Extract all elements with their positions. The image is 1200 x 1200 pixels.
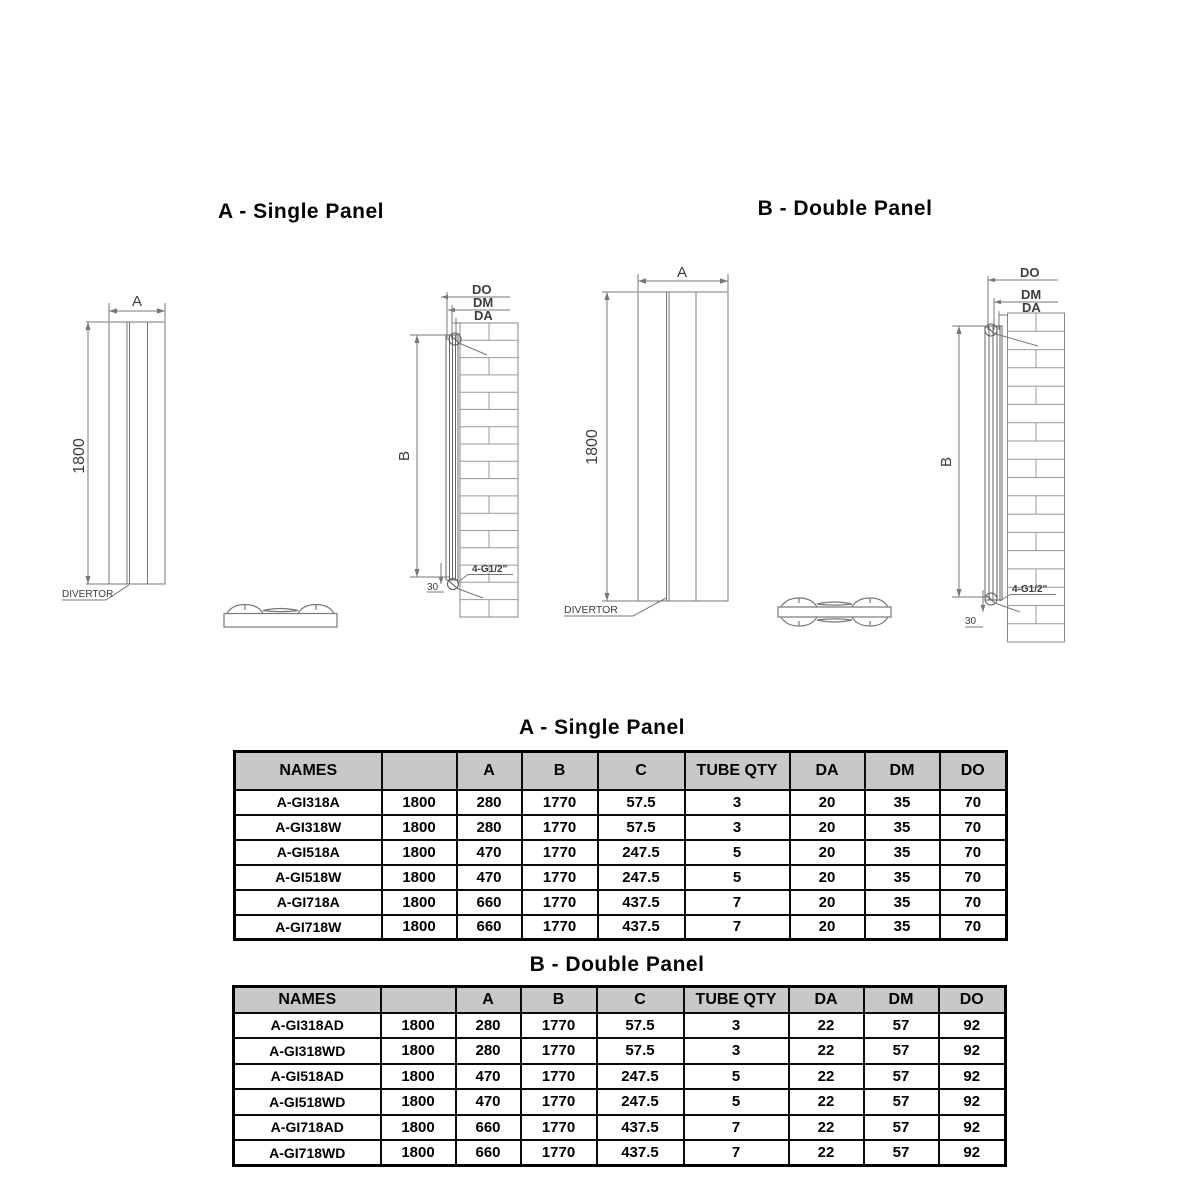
table-cell: 5	[685, 865, 790, 890]
table-cell: 1770	[521, 1140, 597, 1166]
table-cell: 1770	[521, 1038, 597, 1064]
table-cell: A-GI518A	[235, 840, 382, 865]
single-side-dm-label: DM	[473, 295, 494, 310]
table-cell: 22	[789, 1140, 864, 1166]
table-cell: 3	[685, 815, 790, 840]
table-cell: 35	[865, 840, 940, 865]
table-cell: 92	[939, 1064, 1006, 1090]
dim-arrow	[956, 589, 961, 597]
table-cell: 470	[457, 865, 522, 890]
dim-arrow	[720, 278, 728, 283]
table-row	[235, 915, 1007, 940]
table-cell: 70	[940, 865, 1007, 890]
table-cell: 35	[865, 815, 940, 840]
dim-arrow	[85, 322, 90, 330]
table-cell: 437.5	[598, 915, 685, 940]
table-cell: 1770	[521, 1013, 597, 1039]
single-side-do-label: DO	[472, 282, 492, 297]
table-cell: 22	[789, 1013, 864, 1039]
table-cell: 437.5	[598, 890, 685, 915]
double-table-body	[234, 1013, 1006, 1166]
col-header-b: B	[521, 987, 597, 1013]
table-cell: A-GI518W	[235, 865, 382, 890]
table-cell: 1800	[382, 890, 457, 915]
table-cell: 22	[789, 1064, 864, 1090]
table-cell: 470	[456, 1089, 521, 1115]
table-cell: A-GI718AD	[234, 1115, 381, 1141]
dim-arrow	[414, 569, 419, 577]
table-cell: 70	[940, 840, 1007, 865]
col-header-a: A	[457, 752, 522, 790]
table-cell: 57	[864, 1115, 939, 1141]
table-cell: 20	[790, 865, 865, 890]
col-header-do: DO	[939, 987, 1006, 1013]
table-row	[235, 840, 1007, 865]
double-side-view	[938, 265, 1065, 642]
table-cell: 92	[939, 1140, 1006, 1166]
double-top-profile	[778, 598, 891, 626]
double-panel-table	[232, 985, 1007, 1167]
table-cell: 20	[790, 840, 865, 865]
dim-arrow	[85, 576, 90, 584]
single-panel-outline	[109, 322, 165, 584]
table-cell: 70	[940, 890, 1007, 915]
double-front-view	[564, 264, 728, 616]
table-cell: 57	[864, 1064, 939, 1090]
table-cell: 280	[456, 1013, 521, 1039]
table-cell: 5	[685, 840, 790, 865]
dim-arrow	[414, 335, 419, 343]
table-cell: 1770	[522, 790, 598, 815]
table-cell: 1800	[382, 865, 457, 890]
table-cell: 57	[864, 1140, 939, 1166]
dim-arrow	[638, 278, 646, 283]
table-row	[234, 1140, 1006, 1166]
col-header-da: DA	[790, 752, 865, 790]
col-header-dm: DM	[864, 987, 939, 1013]
col-header-names: NAMES	[234, 987, 381, 1013]
table-cell: 660	[457, 890, 522, 915]
table-row	[235, 790, 1007, 815]
table-cell: 5	[684, 1089, 789, 1115]
table-row	[235, 865, 1007, 890]
dim-arrow	[956, 326, 961, 334]
table-cell: A-GI518AD	[234, 1064, 381, 1090]
table-cell: 92	[939, 1013, 1006, 1039]
table-cell: 7	[685, 915, 790, 940]
table-cell: 35	[865, 915, 940, 940]
table-row	[234, 1013, 1006, 1039]
table-cell: 92	[939, 1089, 1006, 1115]
table-cell: 70	[940, 815, 1007, 840]
single-side-thread-label: 4-G1/2"	[472, 564, 508, 575]
table-cell: 20	[790, 890, 865, 915]
table-cell: 1770	[521, 1064, 597, 1090]
table-cell: 35	[865, 865, 940, 890]
double-side-dm-label: DM	[1021, 287, 1042, 302]
double-side-do-label: DO	[1020, 265, 1040, 280]
table-cell: 22	[789, 1115, 864, 1141]
col-header-blank	[382, 752, 457, 790]
table-cell: 1770	[521, 1115, 597, 1141]
table-cell: 1800	[381, 1038, 456, 1064]
table-row	[234, 1064, 1006, 1090]
table-cell: 437.5	[597, 1140, 684, 1166]
table-cell: 92	[939, 1038, 1006, 1064]
double-side-da-label: DA	[1022, 300, 1041, 315]
single-front-divertor-label: DIVERTOR	[62, 589, 114, 600]
table-cell: 22	[789, 1089, 864, 1115]
table-cell: 57	[864, 1013, 939, 1039]
table-cell: 3	[684, 1038, 789, 1064]
table-cell: 57.5	[598, 815, 685, 840]
table-cell: 3	[685, 790, 790, 815]
table-cell: 1800	[381, 1013, 456, 1039]
table-row	[235, 815, 1007, 840]
table-cell: 1770	[522, 915, 598, 940]
table-cell: 1800	[381, 1140, 456, 1166]
single-side-view	[396, 282, 518, 617]
table-cell: 22	[789, 1038, 864, 1064]
table-cell: 1800	[381, 1064, 456, 1090]
table-cell: 7	[684, 1140, 789, 1166]
dim-arrow	[988, 278, 995, 282]
single-side-depth-label: B	[396, 450, 413, 462]
table-row	[234, 1115, 1006, 1141]
dim-arrow	[604, 292, 609, 300]
col-header-blank	[381, 987, 456, 1013]
table-cell: 92	[939, 1115, 1006, 1141]
table-cell: 7	[684, 1115, 789, 1141]
dim-arrow	[439, 577, 444, 584]
table-cell: 247.5	[598, 840, 685, 865]
col-header-tube-qty: TUBE QTY	[684, 987, 789, 1013]
double-front-width-label: A	[676, 264, 688, 281]
table-cell: 1800	[382, 840, 457, 865]
table-cell: 70	[940, 915, 1007, 940]
double-front-height-label: 1800	[584, 429, 601, 465]
single-side-gap-label: 30	[427, 582, 439, 593]
table-cell: 5	[684, 1064, 789, 1090]
double-table-title: B - Double Panel	[529, 953, 705, 976]
wall-bricks	[1008, 313, 1065, 624]
col-header-names: NAMES	[235, 752, 382, 790]
col-header-a: A	[456, 987, 521, 1013]
table-cell: 20	[790, 815, 865, 840]
table-cell: 247.5	[597, 1089, 684, 1115]
table-cell: A-GI318A	[235, 790, 382, 815]
double-panel-section-title: B - Double Panel	[757, 197, 933, 220]
table-cell: 35	[865, 790, 940, 815]
table-cell: A-GI318WD	[234, 1038, 381, 1064]
col-header-b: B	[522, 752, 598, 790]
table-cell: 3	[684, 1013, 789, 1039]
dim-arrow	[109, 308, 117, 313]
double-panel-table-container	[232, 985, 1007, 1167]
table-cell: 57.5	[597, 1013, 684, 1039]
table-cell: 1770	[522, 890, 598, 915]
table-cell: 1800	[382, 915, 457, 940]
table-cell: 57	[864, 1089, 939, 1115]
single-panel-table	[233, 750, 1008, 941]
table-cell: 57.5	[597, 1038, 684, 1064]
double-side-gap-label: 30	[965, 616, 977, 627]
dim-arrow	[994, 300, 1001, 304]
table-header-row	[235, 752, 1007, 790]
table-cell: 660	[457, 915, 522, 940]
dim-arrow	[157, 308, 165, 313]
col-header-da: DA	[789, 987, 864, 1013]
double-side-depth-label: B	[938, 456, 955, 468]
table-cell: 57	[864, 1038, 939, 1064]
table-cell: A-GI318AD	[234, 1013, 381, 1039]
table-cell: 280	[457, 790, 522, 815]
table-cell: 7	[685, 890, 790, 915]
table-cell: 470	[456, 1064, 521, 1090]
single-front-height-label: 1800	[71, 438, 88, 474]
table-row	[235, 890, 1007, 915]
table-cell: 437.5	[597, 1115, 684, 1141]
table-row	[234, 1089, 1006, 1115]
single-front-width-label: A	[131, 293, 143, 310]
table-cell: 280	[456, 1038, 521, 1064]
table-cell: A-GI718A	[235, 890, 382, 915]
single-table-body	[235, 790, 1007, 940]
table-cell: A-GI718W	[235, 915, 382, 940]
table-cell: 660	[456, 1140, 521, 1166]
table-cell: 280	[457, 815, 522, 840]
table-cell: 57.5	[598, 790, 685, 815]
table-cell: 1770	[522, 840, 598, 865]
table-cell: 20	[790, 790, 865, 815]
col-header-do: DO	[940, 752, 1007, 790]
col-header-tube-qty: TUBE QTY	[685, 752, 790, 790]
col-header-dm: DM	[865, 752, 940, 790]
table-cell: A-GI518WD	[234, 1089, 381, 1115]
table-cell: 247.5	[598, 865, 685, 890]
col-header-c: C	[597, 987, 684, 1013]
table-cell: 1770	[522, 865, 598, 890]
dim-arrow	[604, 593, 609, 601]
single-panel-table-container	[233, 750, 1008, 941]
single-table-title: A - Single Panel	[519, 716, 685, 739]
table-cell: 1800	[381, 1115, 456, 1141]
table-cell: A-GI318W	[235, 815, 382, 840]
table-header-row	[234, 987, 1006, 1013]
single-front-view	[62, 293, 165, 600]
table-cell: 1770	[521, 1089, 597, 1115]
table-cell: 470	[457, 840, 522, 865]
table-cell: 660	[456, 1115, 521, 1141]
table-cell: A-GI718WD	[234, 1140, 381, 1166]
table-cell: 35	[865, 890, 940, 915]
table-cell: 20	[790, 915, 865, 940]
double-front-divertor-label: DIVERTOR	[564, 604, 618, 616]
table-row	[234, 1038, 1006, 1064]
table-cell: 1800	[382, 815, 457, 840]
double-panel-outline	[638, 292, 728, 601]
table-cell: 247.5	[597, 1064, 684, 1090]
table-cell: 1800	[381, 1089, 456, 1115]
single-top-profile	[224, 605, 337, 628]
single-side-da-label: DA	[474, 308, 493, 323]
double-side-thread-label: 4-G1/2"	[1012, 584, 1048, 595]
table-cell: 70	[940, 790, 1007, 815]
table-cell: 1770	[522, 815, 598, 840]
single-panel-section-title: A - Single Panel	[218, 200, 384, 223]
dim-arrow	[981, 605, 986, 612]
table-cell: 1800	[382, 790, 457, 815]
col-header-c: C	[598, 752, 685, 790]
